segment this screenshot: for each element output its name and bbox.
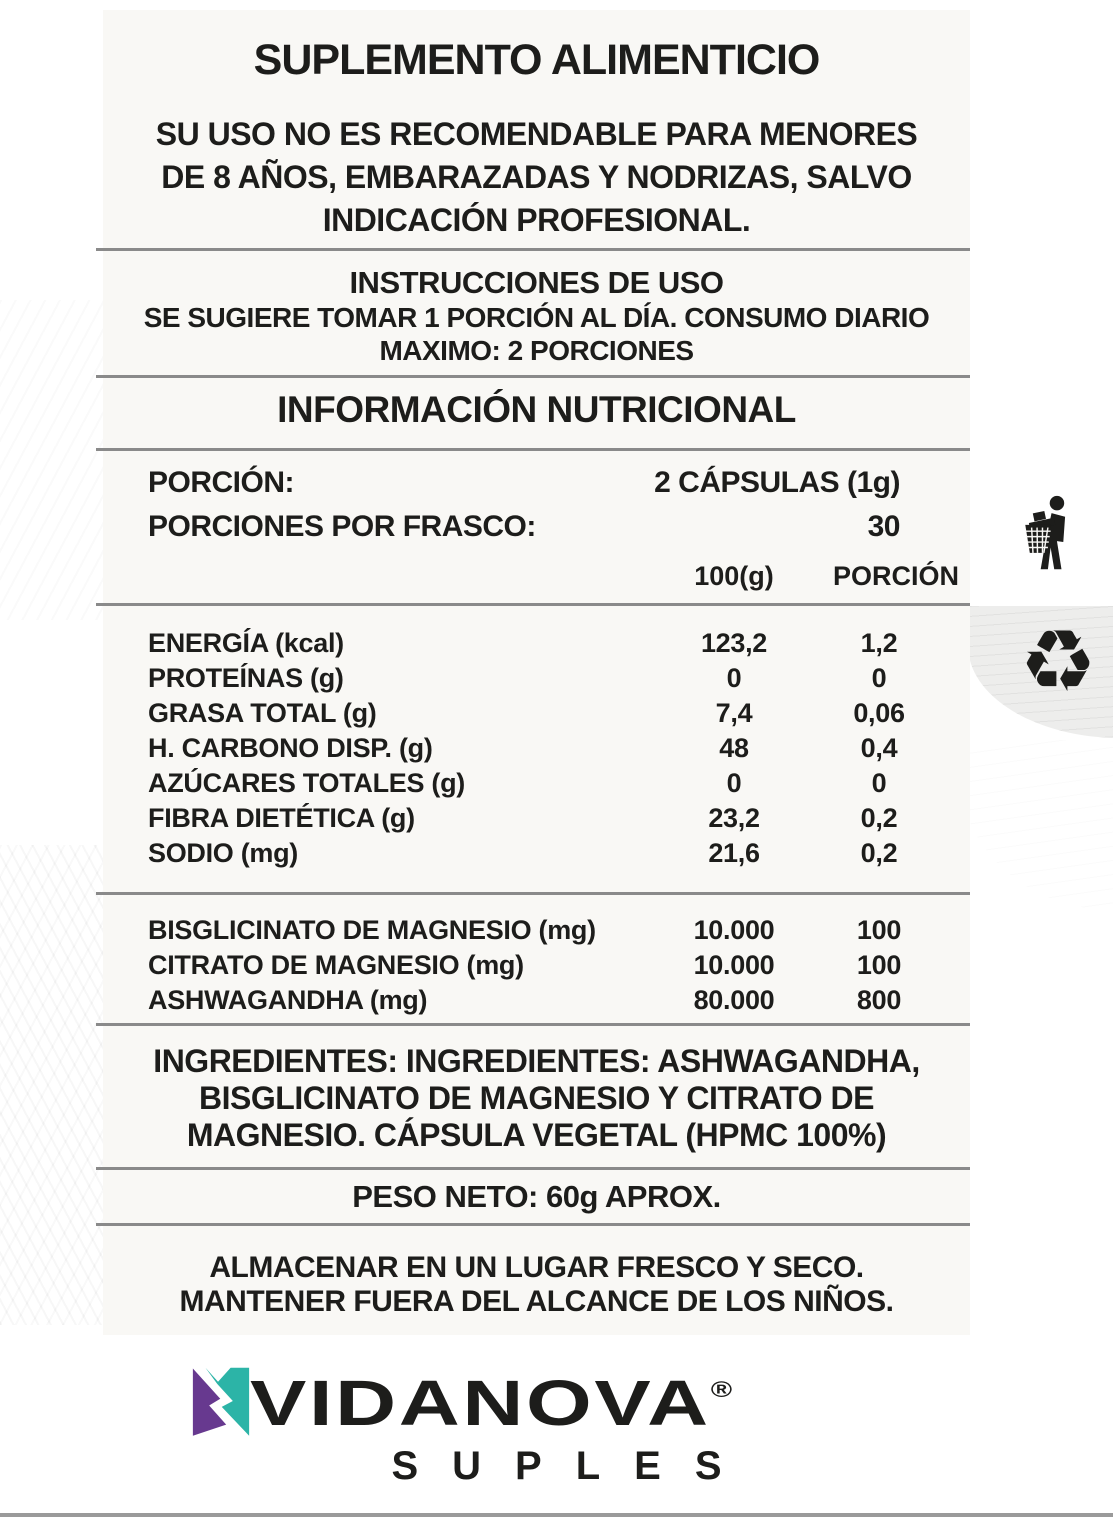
brand-wordmark [250,1366,1068,1440]
nutrient-name: AZÚCARES TOTALES (g) [148,768,465,798]
spacer [148,561,635,592]
storage-section [103,1226,970,1335]
ingredients-line: INGREDIENTES: INGREDIENTES: ASHWAGANDHA, [153,1043,920,1079]
storage-line: MANTENER FUERA DEL ALCANCE DE LOS NIÑOS. [179,1285,894,1318]
column-header-per-serving: PORCIÓN [833,561,960,591]
nutrient-per-100: 0 [726,768,742,798]
nutrient-per-serving: 0,4 [860,733,898,763]
table-row [148,913,925,948]
nutrient-per-100: 0 [726,663,742,693]
table-row [148,836,925,871]
nutrient-name: FIBRA DIETÉTICA (g) [148,803,415,833]
table-row [148,661,925,696]
nutrient-per-serving: 0 [871,663,887,693]
nutrient-per-serving: 0,2 [860,803,898,833]
active-per-serving: 100 [856,950,902,980]
active-per-100: 80.000 [693,985,775,1015]
ingredients-section [103,1026,970,1167]
nutrition-heading: INFORMACIÓN NUTRICIONAL [277,389,796,430]
instructions-line: MAXIMO: 2 PORCIONES [379,335,694,366]
serving-row [148,466,925,500]
column-header-per-100: 100(g) [694,561,774,591]
servings-per-container-row [148,510,925,544]
warning-line: INDICACIÓN PROFESIONAL. [322,202,751,238]
servings-per-container-value: 30 [867,510,900,543]
page-title: SUPLEMENTO ALIMENTICIO [253,36,820,84]
background-hatch-texture-bottom [0,845,105,1325]
nutrient-per-100: 23,2 [708,803,760,833]
warning-text [103,113,970,242]
storage-line: ALMACENAR EN UN LUGAR FRESCO Y SECO. [209,1251,864,1284]
warning-line: SU USO NO ES RECOMENDABLE PARA MENORES [155,116,918,152]
serving-value: 2 CÁPSULAS (1g) [654,466,900,499]
warning-line: DE 8 AÑOS, EMBARAZADAS Y NODRIZAS, SALVO [161,159,912,195]
nutrient-name: ENERGÍA (kcal) [148,628,344,658]
ingredients-line: BISGLICINATO DE MAGNESIO Y CITRATO DE [199,1080,874,1116]
active-ingredients-table [103,895,970,1023]
serving-section [103,451,970,603]
nutrient-name: SODIO (mg) [148,838,298,868]
nutrient-name: GRASA TOTAL (g) [148,698,377,728]
active-name: CITRATO DE MAGNESIO (mg) [148,950,524,980]
registered-trademark-symbol: ® [710,1377,733,1402]
brand-subtitle: SUPLES [391,1444,756,1488]
table-row [148,626,925,661]
nutrient-per-100: 123,2 [700,628,768,658]
recycle-icon: ♻ [1019,612,1097,712]
net-weight-section [103,1170,970,1223]
nutrient-per-serving: 0 [871,768,887,798]
nutrient-per-serving: 1,2 [860,628,898,658]
bottom-edge-line [0,1513,1113,1517]
tidyman-dispose-icon [1018,495,1076,571]
table-row [148,731,925,766]
nutrient-per-100: 48 [719,733,749,763]
vidanova-logo-icon [184,1362,258,1440]
background-swoosh-faint [960,740,1113,910]
table-row [148,696,925,731]
table-row [148,948,925,983]
nutrient-per-serving: 0,06 [853,698,905,728]
ingredients-line: MAGNESIO. CÁPSULA VEGETAL (HPMC 100%) [186,1117,887,1153]
active-per-100: 10.000 [693,915,775,945]
nutrient-per-serving: 0,2 [860,838,898,868]
servings-per-container-label: PORCIONES POR FRASCO: [148,510,536,543]
net-weight-text: PESO NETO: 60g APROX. [352,1179,721,1214]
table-row [148,801,925,836]
nutrient-name: H. CARBONO DISP. (g) [148,733,433,763]
brand-name: VIDANOVA [250,1367,711,1439]
active-per-serving: 100 [856,915,902,945]
serving-label: PORCIÓN: [148,466,294,499]
nutrient-per-100: 21,6 [708,838,760,868]
background-hatch-texture-top [0,300,110,620]
table-row [148,983,925,1018]
active-name: ASHWAGANDHA (mg) [148,985,428,1015]
active-per-serving: 800 [856,985,902,1015]
table-row [148,766,925,801]
nutrient-table [103,606,970,892]
nutrient-per-100: 7,4 [715,698,753,728]
nutrition-heading-section [103,378,970,448]
active-name: BISGLICINATO DE MAGNESIO (mg) [148,915,596,945]
instructions-heading: INSTRUCCIONES DE USO [349,265,724,300]
column-header-row [148,561,960,592]
label-panel [103,10,970,1335]
active-per-100: 10.000 [693,950,775,980]
instructions-section [103,251,970,375]
nutrient-name: PROTEÍNAS (g) [148,663,344,693]
instructions-line: SE SUGIERE TOMAR 1 PORCIÓN AL DÍA. CONSUMO DIARIO [143,302,930,333]
header-section [103,10,970,248]
